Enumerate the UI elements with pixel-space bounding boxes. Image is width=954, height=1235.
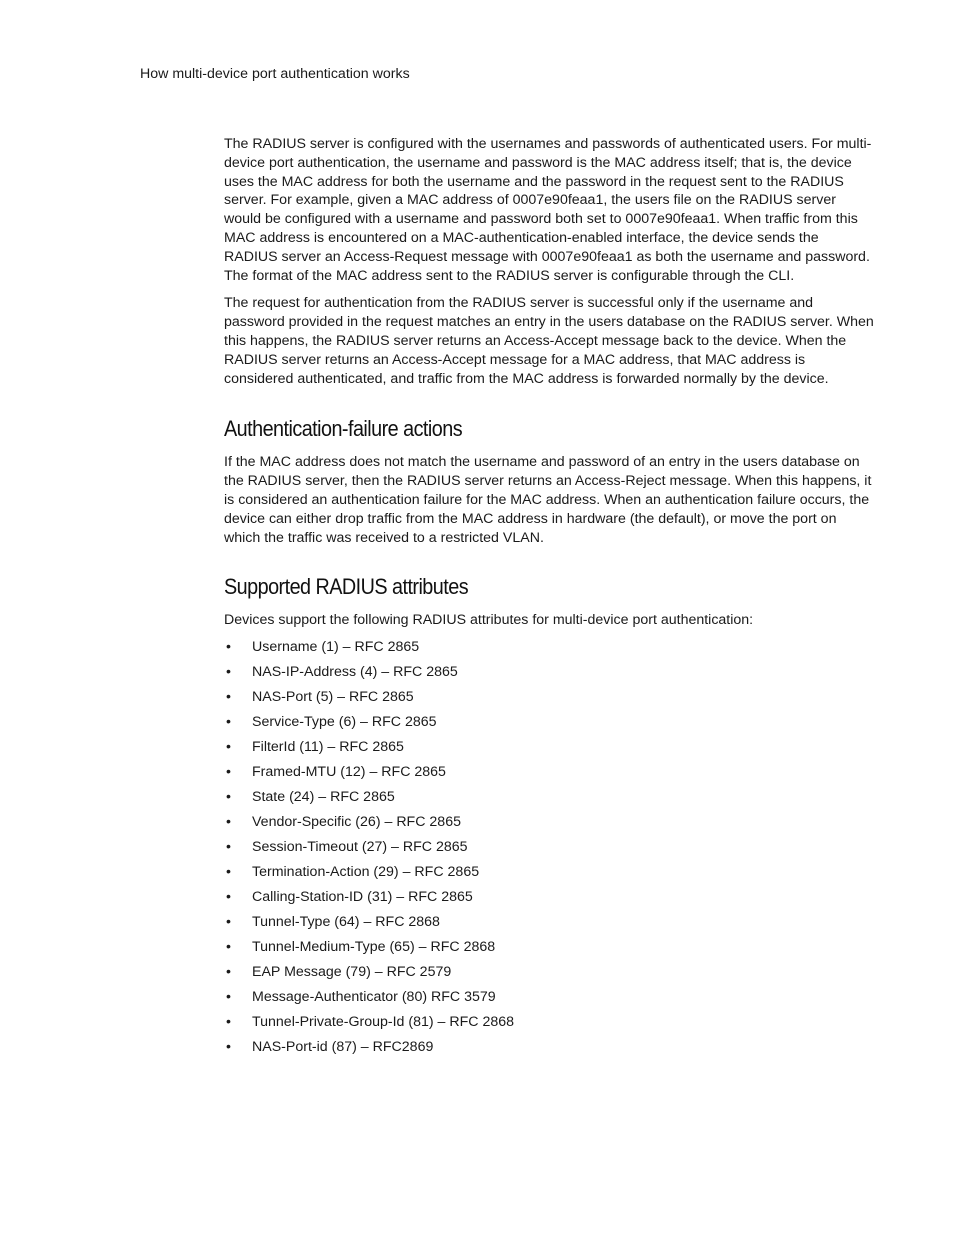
list-item (224, 813, 874, 838)
list-item (224, 1038, 874, 1063)
bullet-icon: • (226, 789, 231, 806)
attribute-label: Calling-Station-ID (31) – RFC 2865 (252, 889, 473, 906)
bullet-icon: • (226, 939, 231, 956)
section-heading-radius-attributes: Supported RADIUS attributes (224, 574, 469, 600)
radius-attributes-list (224, 638, 874, 1063)
attribute-label: NAS-Port-id (87) – RFC2869 (252, 1039, 434, 1056)
section-heading-authentication-failure: Authentication-failure actions (224, 416, 463, 442)
bullet-icon: • (226, 739, 231, 756)
bullet-icon: • (226, 764, 231, 781)
bullet-icon: • (226, 1039, 231, 1056)
attribute-label: Framed-MTU (12) – RFC 2865 (252, 764, 446, 781)
bullet-icon: • (226, 889, 231, 906)
attribute-label: Username (1) – RFC 2865 (252, 639, 420, 656)
attribute-label: Tunnel-Private-Group-Id (81) – RFC 2868 (252, 1014, 515, 1031)
list-item (224, 913, 874, 938)
attribute-label: Message-Authenticator (80) RFC 3579 (252, 989, 496, 1006)
list-item (224, 788, 874, 813)
intro-paragraph-1: The RADIUS server is configured with the usernames and passwords of authenticated users. For multi-device port authentication, the username and password is the MAC address itself; that is, the device uses the MAC address for both the username and the password in the request sent to the RADIUS server. For example, given a MAC address of 0007e90feaa1, the users file on the RADIUS server would be configured with a username and password both set to 0007e90feaa1. When traffic from this MAC address is encountered on a MAC-authentication-enabled interface, the device sends the RADIUS server an Access-Request message with 0007e90feaa1 as both the username and password. The format of the MAC address sent to the RADIUS server is configurable through the CLI. (224, 136, 872, 284)
attribute-label: Tunnel-Type (64) – RFC 2868 (252, 914, 440, 931)
list-item (224, 638, 874, 663)
bullet-icon: • (226, 1014, 231, 1031)
list-item (224, 888, 874, 913)
list-item (224, 988, 874, 1013)
list-item (224, 963, 874, 988)
attribute-label: Tunnel-Medium-Type (65) – RFC 2868 (252, 939, 496, 956)
attribute-label: FilterId (11) – RFC 2865 (252, 739, 404, 756)
list-item (224, 763, 874, 788)
attribute-label: NAS-Port (5) – RFC 2865 (252, 689, 414, 706)
attribute-label: EAP Message (79) – RFC 2579 (252, 964, 452, 981)
attribute-label: State (24) – RFC 2865 (252, 789, 395, 806)
list-item (224, 738, 874, 763)
bullet-icon: • (226, 714, 231, 731)
bullet-icon: • (226, 664, 231, 681)
attribute-label: Session-Timeout (27) – RFC 2865 (252, 839, 468, 856)
bullet-icon: • (226, 989, 231, 1006)
attribute-label: Vendor-Specific (26) – RFC 2865 (252, 814, 461, 831)
authentication-failure-paragraph: If the MAC address does not match the username and password of an entry in the users database on the RADIUS server, then the RADIUS server returns an Access-Reject message. When this happens, it is considered an authentication failure for the MAC address. When an authentication failure occurs, the device can either drop traffic from the MAC address in hardware (the default), or move the port on which the traffic was received to a restricted VLAN. (224, 454, 872, 546)
page-content (224, 135, 874, 1063)
attribute-label: NAS-IP-Address (4) – RFC 2865 (252, 664, 458, 681)
list-item (224, 663, 874, 688)
bullet-icon: • (226, 639, 231, 656)
bullet-icon: • (226, 864, 231, 881)
radius-attributes-intro: Devices support the following RADIUS attributes for multi-device port authentication: (224, 612, 754, 629)
bullet-icon: • (226, 689, 231, 706)
attribute-label: Termination-Action (29) – RFC 2865 (252, 864, 480, 881)
attribute-label: Service-Type (6) – RFC 2865 (252, 714, 437, 731)
list-item (224, 838, 874, 863)
running-header: How multi-device port authentication works (140, 66, 410, 82)
bullet-icon: • (226, 814, 231, 831)
bullet-icon: • (226, 914, 231, 931)
list-item (224, 1013, 874, 1038)
list-item (224, 713, 874, 738)
list-item (224, 938, 874, 963)
list-item (224, 863, 874, 888)
bullet-icon: • (226, 839, 231, 856)
intro-paragraph-2: The request for authentication from the RADIUS server is successful only if the username and password provided in the request matches an entry in the users database on the RADIUS server. When this happens, the RADIUS server returns an Access-Accept message back to the device. When the RADIUS server returns an Access-Accept message for a MAC address, that MAC address is considered authenticated, and traffic from the MAC address is forwarded normally by the device. (224, 295, 874, 387)
list-item (224, 688, 874, 713)
bullet-icon: • (226, 964, 231, 981)
